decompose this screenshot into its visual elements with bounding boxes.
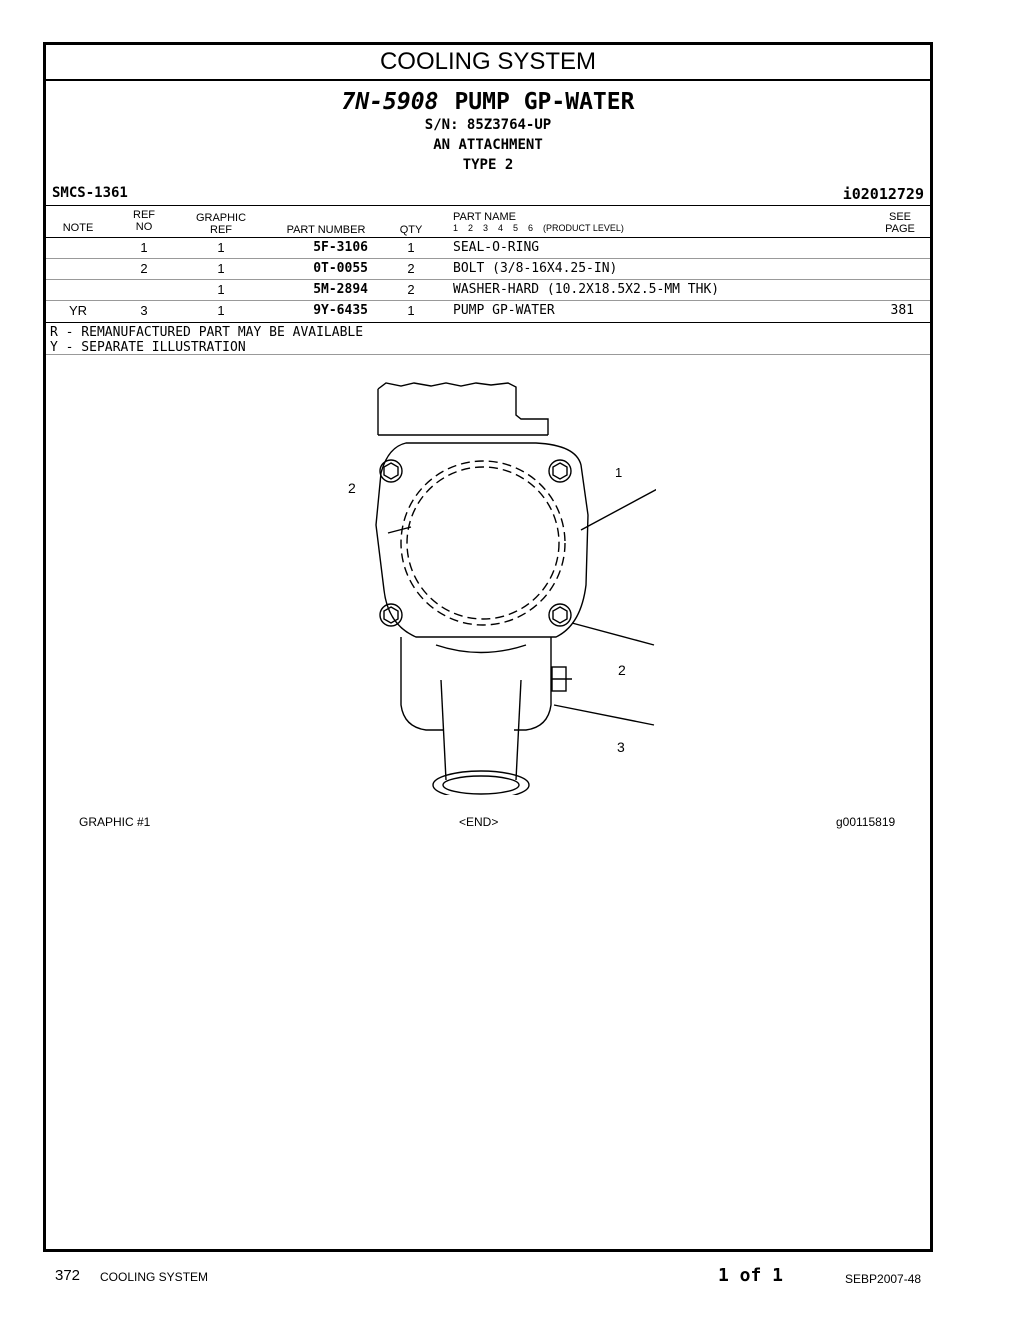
header-note: NOTE [62,222,94,234]
footer-section: COOLING SYSTEM [100,1270,209,1284]
graphic-id: g00115819 [836,815,896,829]
callout-3: 3 [617,739,625,755]
table-row: 1 5M-2894 2 WASHER-HARD (10.2X18.5X2.5-MM THK) [217,282,720,297]
divider [46,354,930,355]
water-pump-illustration [336,375,656,795]
smcs-code: SMCS-1361 [52,185,128,201]
note-separate-illustration: Y - SEPARATE ILLUSTRATION [50,340,246,355]
header-product-level: 1 2 3 4 5 6 (PRODUCT LEVEL) [453,223,624,233]
header-part-name: PART NAME [453,211,516,223]
group-name: PUMP GP-WATER [454,89,635,115]
callout-1: 1 [615,465,623,480]
group-header [46,81,930,175]
note-remanufactured: R - REMANUFACTURED PART MAY BE AVAILABLE [50,325,364,340]
section-title: COOLING SYSTEM [46,45,930,81]
table-row: YR 3 1 9Y-6435 1 PUMP GP-WATER 381 [68,303,914,318]
header-graphic-ref: GRAPHIC REF [195,212,247,236]
callout-2-bottom: 2 [618,662,626,678]
table-row: 2 1 0T-0055 2 BOLT (3/8-16X4.25-IN) [140,261,618,276]
header-part-number: PART NUMBER [286,224,366,236]
group-part-number: 7N-5908 [341,89,439,115]
end-marker: <END> [459,815,499,829]
illustration-ref: i02012729 [842,185,924,203]
type-line: TYPE 2 [462,157,514,173]
footer-page-number: 372 [55,1267,81,1284]
header-qty: QTY [399,224,423,236]
header-ref: REF NO [133,209,155,233]
divider [46,322,930,323]
footer-page-of: 1 of 1 [718,1265,784,1286]
table-row: 1 1 5F-3106 1 SEAL-O-RING [140,240,540,255]
header-see-page: SEE PAGE [885,211,915,235]
notes-legend [50,325,363,355]
page-frame [43,42,933,1252]
attachment-line: AN ATTACHMENT [433,137,543,153]
footer-doc-id: SEBP2007-48 [845,1272,922,1286]
graphic-caption: GRAPHIC #1 [79,815,151,829]
divider [46,205,930,206]
callout-2-top: 2 [348,480,356,496]
serial-range: S/N: 85Z3764-UP [424,117,552,133]
